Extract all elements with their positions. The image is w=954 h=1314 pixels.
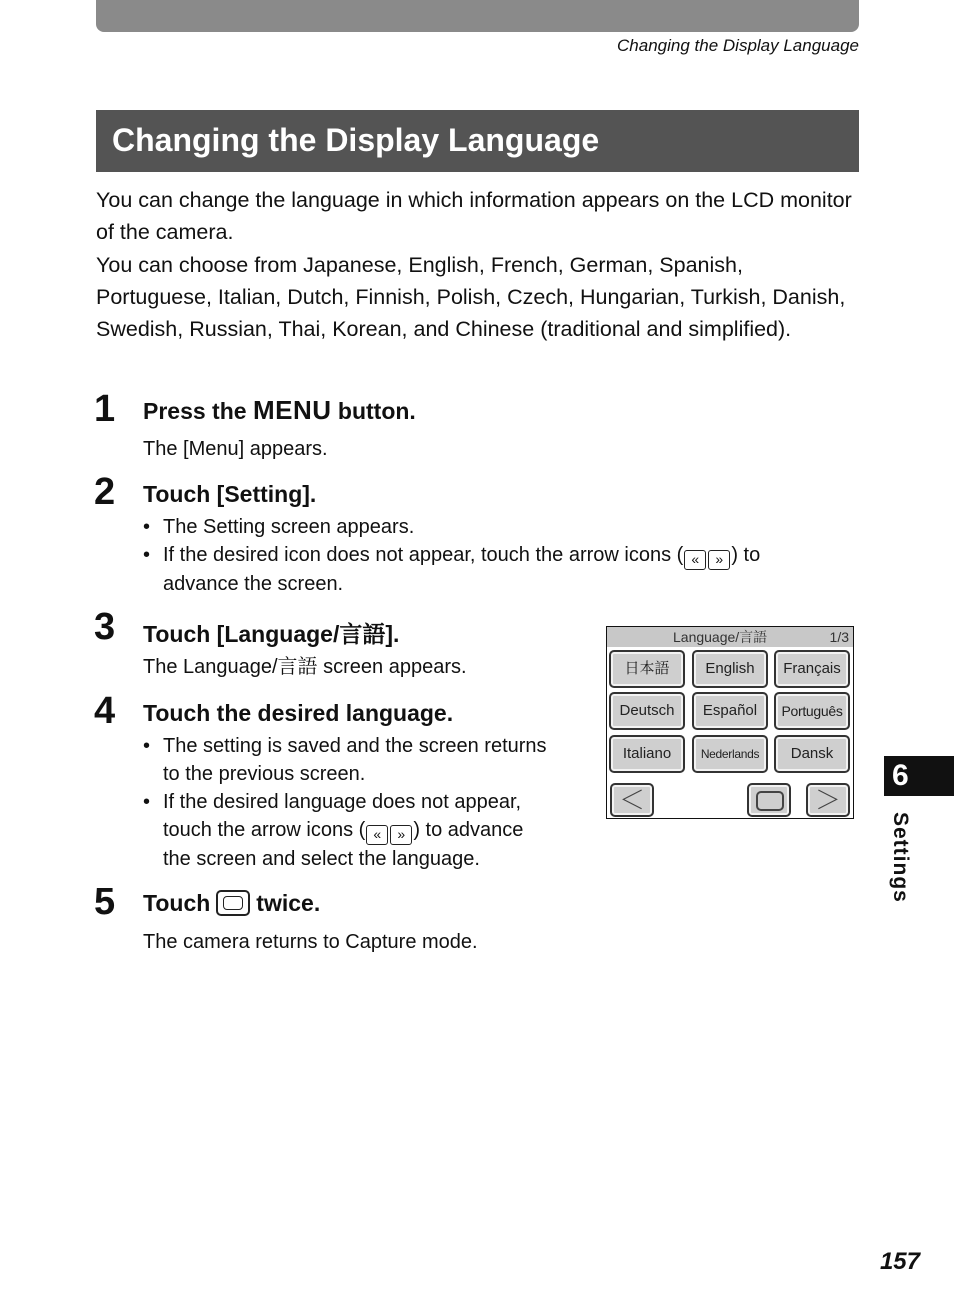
lang-button-english[interactable]: English bbox=[692, 650, 768, 688]
step-1-title-pre: Press the bbox=[143, 398, 253, 424]
step-4-bullet-2-line2-pre: touch the arrow icons ( bbox=[163, 819, 366, 841]
intro-paragraph-1: You can change the language in which information appears on the LCD monitor of the camera. bbox=[96, 188, 852, 245]
step-5-title-post: twice. bbox=[256, 890, 321, 916]
step-4-title: Touch the desired language. bbox=[143, 700, 454, 726]
lang-button-deutsch[interactable]: Deutsch bbox=[609, 692, 685, 730]
return-icon bbox=[756, 791, 784, 811]
step-3-number: 3 bbox=[94, 606, 116, 648]
arrow-right-icon: » bbox=[390, 825, 412, 845]
step-4-bullet-2-line1: If the desired language does not appear, bbox=[163, 791, 522, 813]
menu-button-label: MENU bbox=[252, 395, 332, 425]
step-5-title bbox=[143, 890, 320, 917]
step-4-bullet-1-line2: to the previous screen. bbox=[163, 763, 366, 785]
step-4-bullet-1 bbox=[143, 732, 547, 788]
lang-button-francais[interactable]: Français bbox=[774, 650, 850, 688]
step-1-title bbox=[143, 395, 416, 426]
step-5-title-pre: Touch bbox=[143, 890, 211, 916]
intro-text bbox=[96, 184, 859, 345]
page-top-bar bbox=[96, 0, 859, 32]
section-title: Changing the Display Language bbox=[96, 110, 859, 172]
step-1-desc: The [Menu] appears. bbox=[143, 438, 328, 460]
step-5-desc: The camera returns to Capture mode. bbox=[143, 931, 478, 953]
step-3-desc: The Language/言語 screen appears. bbox=[143, 656, 467, 678]
step-4-bullet-1-line1: The setting is saved and the screen returns bbox=[163, 735, 547, 757]
chapter-label: Settings bbox=[889, 812, 912, 903]
lcd-next-arrow-icon[interactable]: ＞ bbox=[806, 783, 850, 817]
lang-button-espanol[interactable]: Español bbox=[692, 692, 768, 730]
step-4-bullet-2-line2-post: ) to advance bbox=[413, 819, 524, 841]
lcd-page-indicator: 1/3 bbox=[829, 629, 849, 645]
step-2-bullet-2-post: ) to bbox=[731, 544, 761, 566]
page-number: 157 bbox=[879, 1248, 920, 1275]
lang-button-japanese[interactable]: 日本語 bbox=[609, 650, 685, 688]
step-5-number: 5 bbox=[94, 881, 116, 923]
step-4-bullet-2 bbox=[143, 788, 547, 873]
arrow-right-icon: » bbox=[708, 550, 730, 570]
lang-button-dansk[interactable]: Dansk bbox=[774, 735, 850, 773]
step-2-bullet-1: • The Setting screen appears. bbox=[143, 513, 760, 541]
step-2-bullet-2-pre: If the desired icon does not appear, touch the arrow icons ( bbox=[163, 544, 684, 566]
step-1-title-post: button. bbox=[331, 398, 416, 424]
lang-button-portugues[interactable]: Português bbox=[774, 692, 850, 730]
step-2-number: 2 bbox=[94, 471, 116, 513]
running-header: Changing the Display Language bbox=[617, 36, 859, 55]
step-2-bullet-2 bbox=[143, 541, 760, 598]
step-2-bullet-2-line2: advance the screen. bbox=[163, 573, 344, 595]
lang-button-nederlands[interactable]: Nederlands bbox=[692, 735, 768, 773]
lcd-header bbox=[607, 627, 853, 647]
lcd-language-screen bbox=[606, 626, 854, 819]
lcd-return-button[interactable] bbox=[747, 783, 791, 817]
step-4-bullets bbox=[143, 732, 547, 873]
step-4-bullet-2-line3: the screen and select the language. bbox=[163, 848, 480, 870]
chapter-tab: 6 bbox=[884, 756, 954, 796]
step-2-title: Touch [Setting]. bbox=[143, 481, 317, 507]
step-3-title: Touch [Language/言語]. bbox=[143, 621, 400, 647]
arrow-left-icon: « bbox=[684, 550, 706, 570]
return-icon bbox=[216, 890, 250, 916]
lcd-prev-arrow-icon[interactable]: ＜ bbox=[610, 783, 654, 817]
arrow-left-icon: « bbox=[366, 825, 388, 845]
step-4-number: 4 bbox=[94, 690, 116, 732]
step-2-bullets bbox=[143, 513, 760, 598]
lcd-title: Language/言語 bbox=[673, 629, 768, 645]
step-1-number: 1 bbox=[94, 388, 116, 430]
intro-paragraph-2: You can choose from Japanese, English, French, German, Spanish, Portuguese, Italian, Dutch, Finnish, Polish, Czech, Hungarian, Turkish, Danish, Swedish, Russian, Thai, Korean, and Chinese (traditional and simplified). bbox=[96, 252, 846, 342]
lang-button-italiano[interactable]: Italiano bbox=[609, 735, 685, 773]
